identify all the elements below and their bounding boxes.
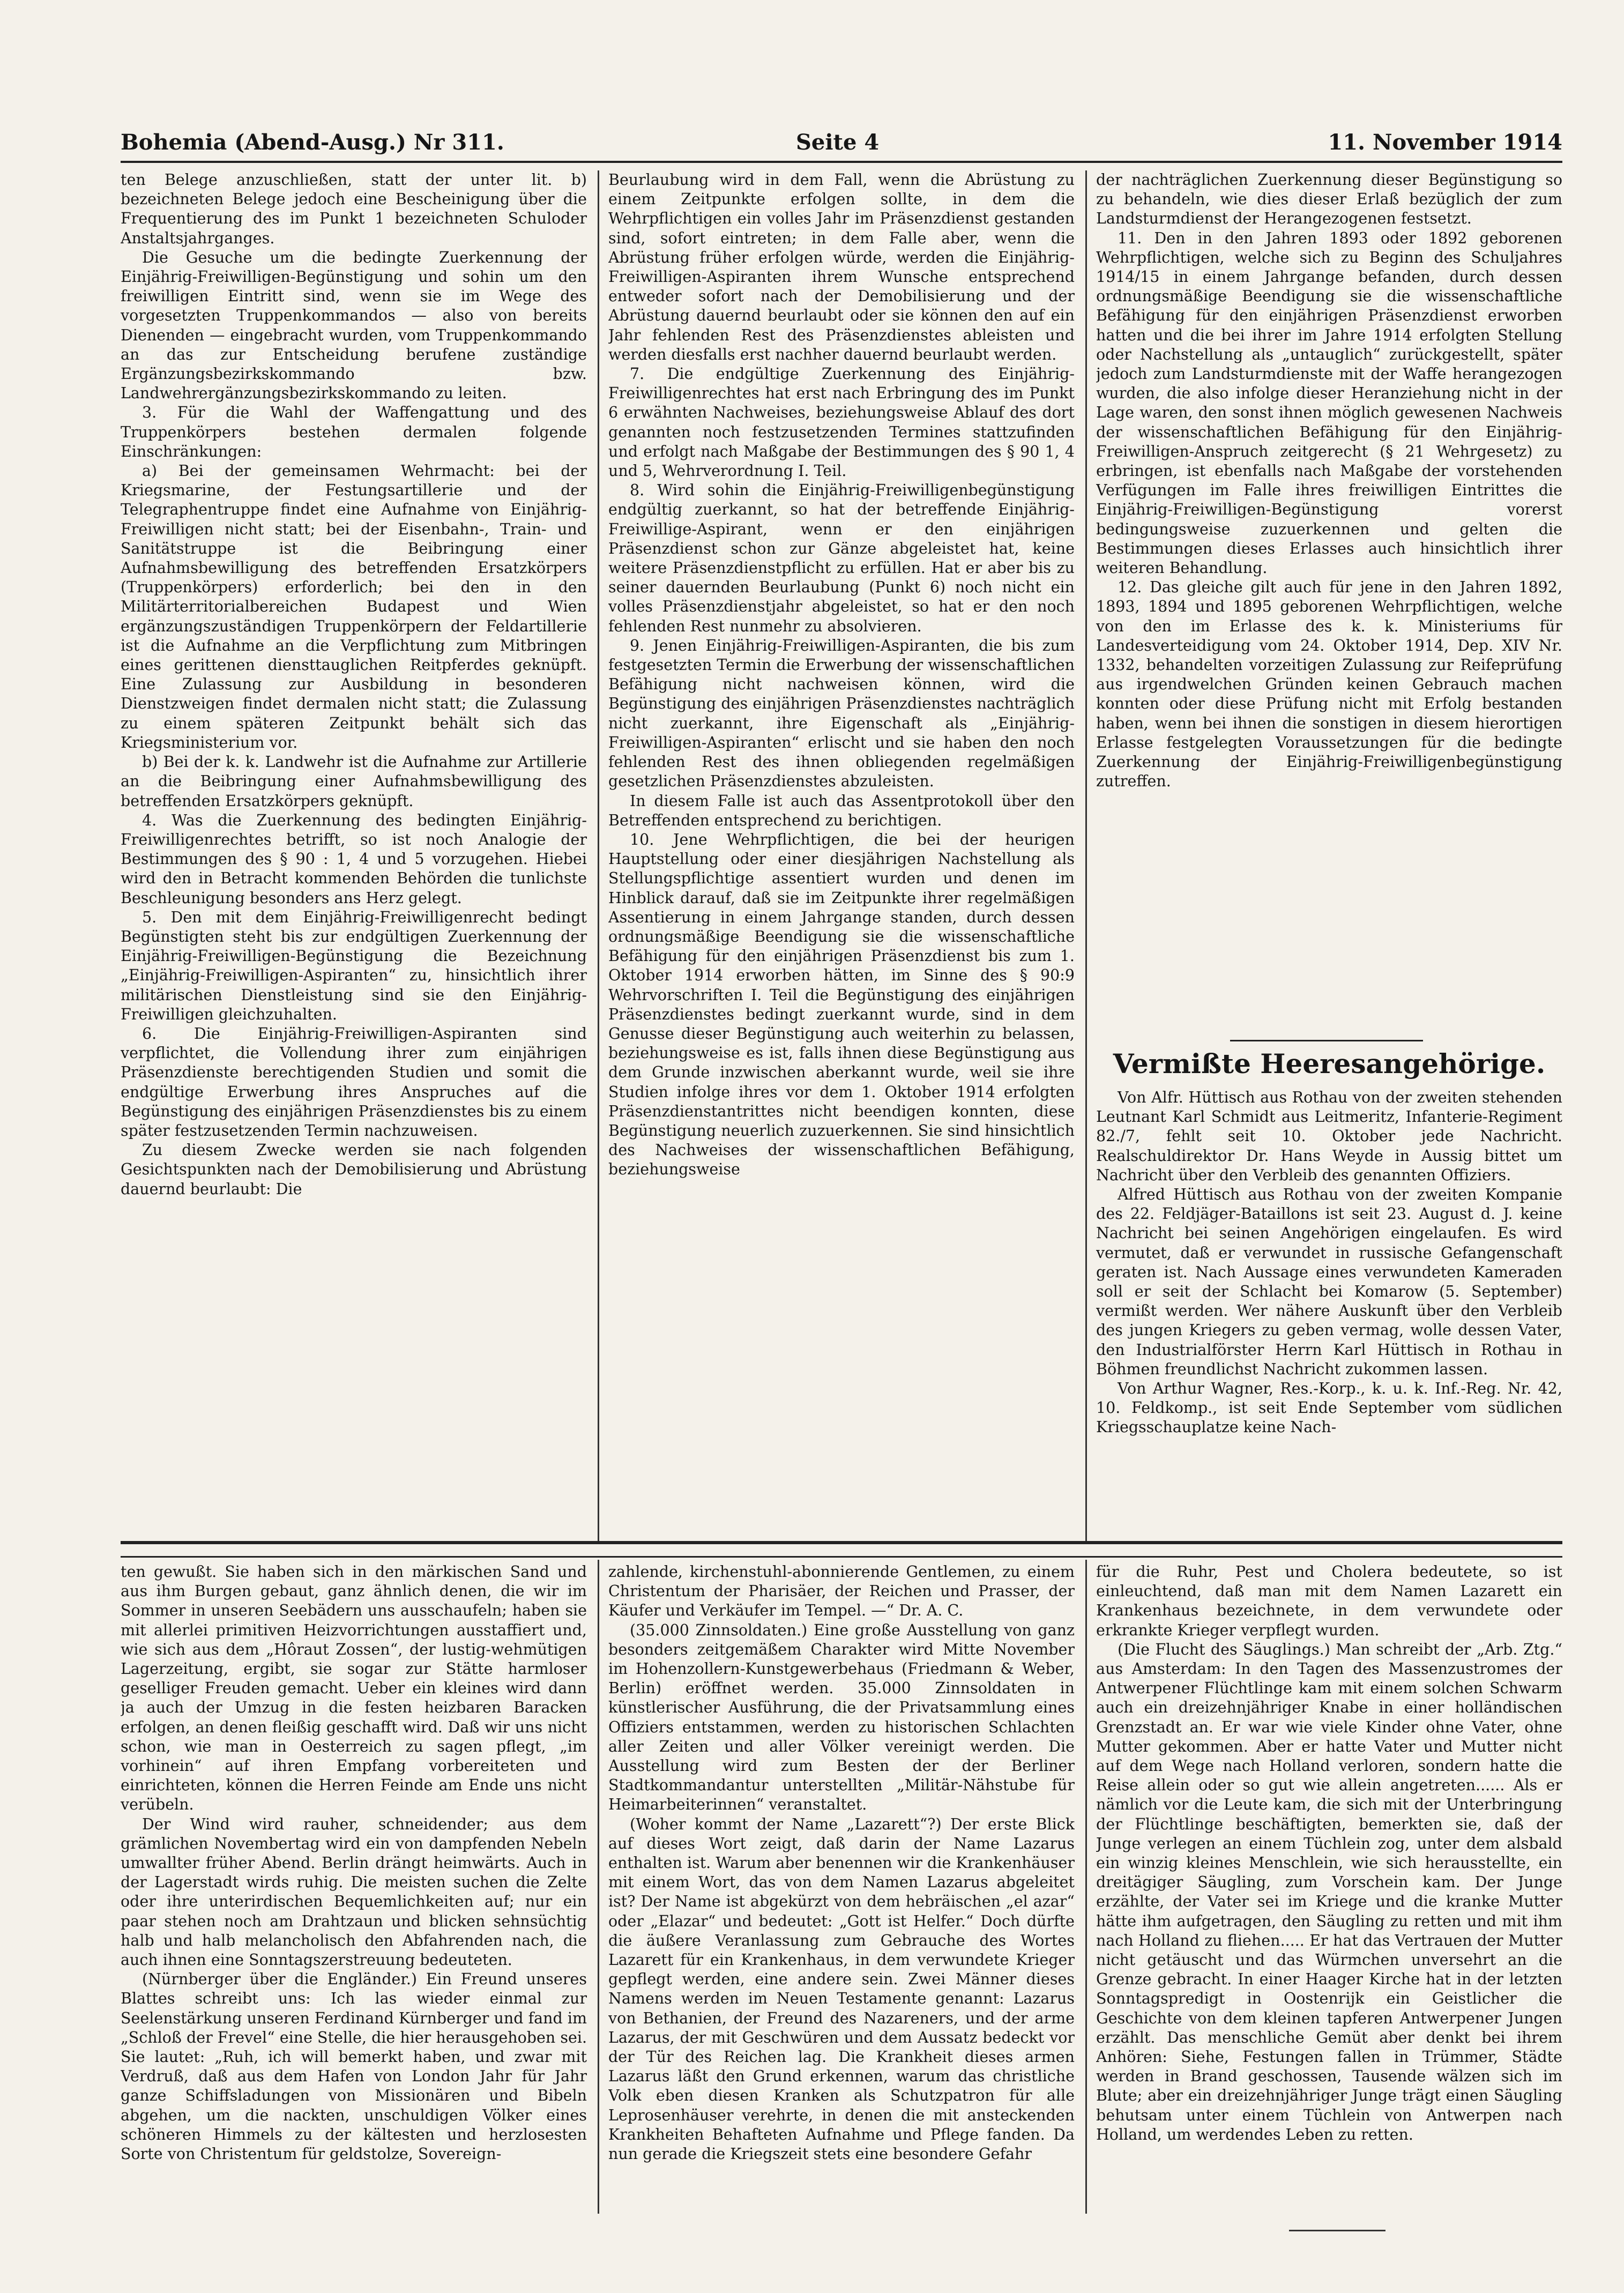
section-rule bbox=[1230, 1040, 1423, 1041]
section-heading: Vermißte Heeresangehörige. bbox=[1113, 1048, 1546, 1080]
paragraph: Zu diesem Zwecke werden sie nach folgenden Gesichtspunkten nach der Demobilisierung und Abrüstung dauernd beurlaubt: Die bbox=[121, 1141, 587, 1198]
feuilleton-separator bbox=[121, 1541, 1562, 1558]
paragraph: b) Bei der k. k. Landwehr ist die Aufnahme zur Artillerie an die Beibringung einer Aufnahmsbewilligung des betreffenden Ersatzkörpers geknüpft. bbox=[121, 753, 587, 810]
paragraph: 7. Die endgültige Zuerkennung des Einjährig-Freiwilligenrechtes hat erst nach Erbringung des im Punkt 6 erwähnten Nachweises, beziehungsweise Ablauf des dort genannten noch festzusetzenden Termines stattzufinden und erfolgt nach Maßgabe der Bestimmungen des § 90 1, 4 und 5, Wehrverordnung I. Teil. bbox=[608, 365, 1075, 480]
paragraph: (Woher kommt der Name „Lazarett“?) Der erste Blick auf dieses Wort zeigt, daß darin der Name Lazarus enthalten ist. Warum aber benennen wir die Krankenhäuser mit einem Wort, das von dem Namen Lazarus abgeleitet ist? Der Name ist abgekürzt von dem hebräischen „el azar“ oder „Elazar“ und bedeutet: „Gott ist Helfer.“ Doch dürfte die äußere Veranlassung zum Gebrauche des Wortes Lazarett für ein Krankenhaus, in dem verwundete Krieger gepflegt werden, eine andere sein. Zwei Männer dieses Namens werden im Neuen Testamente genannt: Lazarus von Bethanien, der Freund des Nazareners, und der arme Lazarus, der mit Geschwüren und dem Aussatz bedeckt vor der Tür des Reichen lag. Die Krankheit dieses armen Lazarus läßt den Grund erkennen, warum das christliche Volk eben diesen Kranken als Schutzpatron für alle Leprosenhäuser verehrte, in denen die mit ansteckenden Krankheiten Behafteten Aufnahme und Pflege fanden. Da nun gerade die Kriegszeit stets eine besondere Gefahr bbox=[608, 1815, 1075, 2163]
paragraph: ten gewußt. Sie haben sich in den märkischen Sand und aus ihm Burgen gebaut, ganz ähnlich denen, die wir im Sommer in unseren Seebädern uns ausschaufeln; haben sie mit allerlei primitiven Heizvorrichtungen ausstaffiert und, wie sich aus dem „Hôraut Zossen“, der lustig-wehmütigen Lagerzeitung, ergibt, sie sogar zur Stätte harmloser geselliger Freuden gemacht. Ueber ein kleines wird dann ja auch der Umzug in die festen heizbaren Baracken erfolgen, an denen fleißig geschafft wird. Daß wir uns nicht schon, wie man in Oesterreich zu sagen pflegt, „im vorhinein“ auf ihren Empfang vorbereiteten und einrichteten, können die Herren Feinde am Ende uns nicht verübeln. bbox=[121, 1563, 587, 1814]
paragraph: 10. Jene Wehrpflichtigen, die bei der heurigen Hauptstellung oder einer diesjährigen Nachstellung als Stellungspflichtige assentiert wurden und denen im Hinblick darauf, daß sie im Zeitpunkte ihrer regelmäßigen Assentierung in einem Jahrgange standen, durch dessen ordnungsmäßige Beendigung sie die wissenschaftliche Befähigung für den einjährigen Präsenzdienst bis zum 1. Oktober 1914 erworben hätten, im Sinne des § 90:9 Wehrvorschriften I. Teil die Begünstigung des einjährigen Präsenzdienstes bedingt zuerkannt wurde, sind in dem Genusse dieser Begünstigung auch weiterhin zu belassen, beziehungsweise es ist, falls ihnen diese Begünstigung aus dem Grunde inzwischen aberkannt wurde, weil sie ihre Studien infolge ihres vor dem 1. Oktober 1914 erfolgten Präsenzdienstantrittes nicht beendigen konnten, diese Begünstigung neuerlich zuzuerkennen. Sie sind hinsichtlich des Nachweises der wissenschaftlichen Befähigung, beziehungsweise bbox=[608, 830, 1075, 1179]
paragraph: Die Gesuche um die bedingte Zuerkennung der Einjährig-Freiwilligen-Begünstigung und sohin um den freiwilligen Eintritt sind, wenn sie im Wege des vorgesetzten Truppenkommandos — also von bereits Dienenden — eingebracht wurden, vom Truppenkommando an das zur Entscheidung berufene zuständige Ergänzungsbezirkskommando bzw. Landwehrergänzungsbezirkskommando zu leiten. bbox=[121, 248, 587, 403]
paragraph: Von Arthur Wagner, Res.-Korp., k. u. k. Inf.-Reg. Nr. 42, 10. Feldkomp., ist seit Ende September vom südlichen Kriegsschauplatze keine Nach- bbox=[1096, 1380, 1562, 1436]
newspaper-sheet bbox=[121, 123, 1562, 2214]
column-divider bbox=[598, 1560, 599, 2214]
paragraph: (Die Flucht des Säuglings.) Man schreibt der „Arb. Ztg.“ aus Amsterdam: In den Tagen des Massenzustromes der Antwerpener Flüchtlinge kam mit einem solchen Schwarm auch ein dreizehnjähriger Knabe in einer holländischen Grenzstadt an. Er war wie viele Kinder ohne Vater, ohne Mutter gekommen. Aber er hatte Vater und Mutter nicht auf dem Wege nach Holland verloren, sondern hatte die Reise allein oder so gut wie allein angetreten...... Als er nämlich vor die Leute kam, die sich mit der Unterbringung der Flüchtlinge beschäftigten, bemerkten sie, daß der Junge verlegen an einem Tüchlein zog, unter dem alsbald ein winzig kleines Menschlein, wie sich herausstellte, ein dreitägiger Säugling, zum Vorschein kam. Der Junge erzählte, der Vater sei im Kriege und die kranke Mutter hätte ihm aufgetragen, den Säugling zu retten und mit ihm nach Holland zu fliehen..... Er hat das Vertrauen der Mutter nicht getäuscht und das Würmchen unversehrt an die Grenze gebracht. In einer Haager Kirche hat in der letzten Sonntagspredigt in Oostenrijk ein Geistlicher die Geschichte von dem kleinen tapferen Antwerpener Jungen erzählt. Das menschliche Gemüt aber denkt bei ihrem Anhören: Siehe, Festungen fallen in Trümmer, Städte werden in Brand geschossen, Tausende wälzen sich im Blute; aber ein dreizehnjähriger Junge trägt einen Säugling behutsam unter einem Tüchlein von Antwerpen nach Holland, um werdendes Leben zu retten. bbox=[1096, 1640, 1562, 2143]
paragraph: In diesem Falle ist auch das Assentprotokoll über den Betreffenden entsprechend zu berichtigen. bbox=[608, 792, 1075, 829]
end-rule bbox=[1289, 2230, 1385, 2231]
paragraph: Von Alfr. Hüttisch aus Rothau von der zweiten stehenden Leutnant Karl Schmidt aus Leitmeritz, Infanterie-Regiment 82./7, fehlt seit 10. Oktober jede Nachricht. Realschuldirektor Dr. Hans Weyde in Aussig bittet um Nachricht über den Verbleib des genannten Offiziers. bbox=[1096, 1089, 1562, 1184]
page-number: Seite 4 bbox=[796, 130, 880, 155]
paragraph: 11. Den in den Jahren 1893 oder 1892 geborenen Wehrpflichtigen, welche sich zu Beginn des Schuljahres 1914/15 in einem Jahrgange befanden, durch dessen ordnungsmäßige Beendigung sie die wissenschaftliche Befähigung für den einjährigen Präsenzdienst erworben hatten und die bei ihrer im Jahre 1914 erfolgten Stellung oder Nachstellung als „untauglich“ zurückgestellt, später jedoch zum Landsturmdienste mit der Waffe herangezogen wurden, die also infolge dieser Heranziehung nicht in der Lage waren, den sonst ihnen möglich gewesenen Nachweis der wissenschaftlichen Befähigung für den Einjährig-Freiwilligen-Anspruch zeitgerecht (§ 21 Wehrgesetz) zu erbringen, ist ebenfalls nach Maßgabe der vorstehenden Verfügungen im Falle ihres freiwilligen Eintrittes die Einjährig-Freiwilligen-Begünstigung vorerst bedingungsweise zuzuerkennen und gelten die Bestimmungen dieses Erlasses auch hinsichtlich ihrer weiteren Behandlung. bbox=[1096, 229, 1562, 577]
paragraph: a) Bei der gemeinsamen Wehrmacht: bei der Kriegsmarine, der Festungsartillerie und der Telegraphentruppe findet eine Aufnahme von Einjährig-Freiwilligen nicht statt; bei der Eisenbahn-, Train- und Sanitätstruppe ist die Beibringung einer Aufnahmsbewilligung des betreffenden Ersatzkörpers (Truppenkörpers) erforderlich; bei den in den Militärterritorialbereichen Budapest und Wien ergänzungszuständigen Truppenkörpern der Feldartillerie ist die Aufnahme an die Verpflichtung zum Mitbringen eines gerittenen diensttauglichen Reitpferdes geknüpft. Eine Zulassung zur Ausbildung in besonderen Dienstzweigen findet dermalen nicht statt; die Zulassung zu einem späteren Zeitpunkt behält sich das Kriegsministerium vor. bbox=[121, 462, 587, 751]
column-divider bbox=[1085, 1560, 1087, 2214]
page-header bbox=[121, 123, 1562, 163]
feuilleton-column-2 bbox=[608, 1562, 1075, 2214]
paragraph: 4. Was die Zuerkennung des bedingten Einjährig-Freiwilligenrechtes betrifft, so ist noch Analogie der Bestimmungen des § 90 : 1, 4 und 5 vorzugehen. Hiebei wird den in Betracht kommenden Behörden die tunlichste Beschleunigung besonders ans Herz gelegt. bbox=[121, 811, 587, 907]
missing-soldiers-column bbox=[1096, 1088, 1562, 1533]
paragraph: 6. Die Einjährig-Freiwilligen-Aspiranten sind verpflichtet, die Vollendung ihrer zum einjährigen Präsenzdienste berechtigenden Studien und somit die endgültige Erwerbung ihres Anspruches auf die Begünstigung des einjährigen Präsenzdienstes bis zu einem später festzusetzenden Termin nachzuweisen. bbox=[121, 1024, 587, 1140]
paragraph: für die Ruhr, Pest und Cholera bedeutete, so ist einleuchtend, daß man mit dem Namen Lazarett ein Krankenhaus bezeichnete, in dem verwundete oder erkrankte Krieger verpflegt wurden. bbox=[1096, 1563, 1562, 1639]
article-column-2 bbox=[608, 170, 1075, 1532]
paragraph: 12. Das gleiche gilt auch für jene in den Jahren 1892, 1893, 1894 und 1895 geborenen Wehrpflichtigen, welche von den im Erlasse des k. k. Ministeriums für Landesverteidigung vom 24. Oktober 1914, Dep. XIV Nr. 1332, behandelten vorzeitigen Zulassung zur Reifeprüfung aus irgendwelchen Gründen keinen Gebrauch machen konnten oder diese Prüfung nicht mit Erfolg bestanden haben, wenn bei ihnen die sonstigen in diesem hierortigen Erlasse festgelegten Voraussetzungen für die bedingte Zuerkennung der Einjährig-Freiwilligenbegünstigung zutreffen. bbox=[1096, 578, 1562, 791]
paragraph: (35.000 Zinnsoldaten.) Eine große Ausstellung von ganz besonders zeitgemäßem Charakter wird Mitte November im Hohenzollern-Kunstgewerbehaus (Friedmann & Weber, Berlin) eröffnet werden. 35.000 Zinnsoldaten in künstlerischer Ausführung, die der Privatsammlung eines Offiziers entstammen, werden zu historischen Schlachten aller Zeiten und aller Völker vereinigt werden. Die Ausstellung wird zum Besten der der Berliner Stadtkommandantur unterstellten „Militär-Nähstube für Heimarbeiterinnen“ veranstaltet. bbox=[608, 1621, 1075, 1814]
paragraph: Der Wind wird rauher, schneidender; aus dem grämlichen Novembertag wird ein von dampfenden Nebeln umwallter früher Abend. Berlin drängt heimwärts. Auch in der Lagerstadt wirds ruhig. Die meisten suchen die Zelte oder ihre unterirdischen Bequemlichkeiten auf; nur ein paar stehen noch am Drahtzaun und blicken sehnsüchtig halb und halb melancholisch den Abfahrenden nach, die auch ihnen eine Sonntagszerstreuung bedeuteten. bbox=[121, 1815, 587, 1969]
feuilleton-column-3 bbox=[1096, 1562, 1562, 2214]
paragraph: zahlende, kirchenstuhl-abonnierende Gentlemen, zu einem Christentum der Pharisäer, der Reichen und Prasser, der Käufer und Verkäufer im Tempel. —“ Dr. A. C. bbox=[608, 1563, 1075, 1620]
issue-date: 11. November 1914 bbox=[1328, 130, 1562, 155]
paragraph: ten Belege anzuschließen, statt der unter lit. b) bezeichneten Belege jedoch eine Bescheinigung über die Frequentierung des im Punkt 1 bezeichneten Schuloder Anstaltsjahrganges. bbox=[121, 171, 587, 247]
paragraph: (Nürnberger über die Engländer.) Ein Freund unseres Blattes schreibt uns: Ich las wieder einmal zur Seelenstärkung unseren Ferdinand Kürnberger und fand im „Schloß der Frevel“ eine Stelle, die hier herausgehoben sei. Sie lautet: „Ruh, ich will bemerkt haben, und zwar mit Verdruß, daß aus dem Hafen von London Jahr für Jahr ganze Schiffsladungen von Missionären und Bibeln abgehen, um die nackten, unschuldigen Völker eines schöneren Himmels zu der kältesten und herzlosesten Sorte von Christentum für geldstolze, Sovereign- bbox=[121, 1970, 587, 2163]
paragraph: der nachträglichen Zuerkennung dieser Begünstigung so zu behandeln, wie dies dieser Erlaß bezüglich der zum Landsturmdienst der Herangezogenen festsetzt. bbox=[1096, 171, 1562, 228]
feuilleton-column-1 bbox=[121, 1562, 587, 2214]
paragraph: Alfred Hüttisch aus Rothau von der zweiten Kompanie des 22. Feldjäger-Bataillons ist seit 23. August d. J. keine Nachricht bei seinen Angehörigen eingelaufen. Es wird vermutet, daß er verwundet in russische Gefangenschaft geraten ist. Nach Aussage eines verwundeten Kameraden soll er seit der Schlacht bei Komarow (5. September) vermißt werden. Wer nähere Auskunft über den Verbleib des jungen Kriegers zu geben vermag, wolle dessen Vater, den Industrialförster Herrn Karl Hüttisch in Rothau in Böhmen freundlichst Nachricht zukommen lassen. bbox=[1096, 1186, 1562, 1378]
masthead-edition: Bohemia (Abend-Ausg.) Nr 311. bbox=[121, 130, 504, 155]
paragraph: Beurlaubung wird in dem Fall, wenn die Abrüstung zu einem Zeitpunkte erfolgen sollte, in dem die Wehrpflichtigen ein volles Jahr im Präsenzdienst gestanden sind, sofort eintreten; in dem Falle aber, wenn die Abrüstung früher erfolgen würde, werden die Einjährig-Freiwilligen-Aspiranten ihrem Wunsche entsprechend entweder sofort nach der Demobilisierung und der Abrüstung dauernd beurlaubt oder sie können den auf ein Jahr fehlenden Rest des Präsenzdienstes ableisten und werden diesfalls erst nachher dauernd beurlaubt werden. bbox=[608, 171, 1075, 363]
column-divider bbox=[598, 170, 599, 1543]
column-divider bbox=[1085, 170, 1087, 1543]
paragraph: 8. Wird sohin die Einjährig-Freiwilligenbegünstigung endgültig zuerkannt, so hat der betreffende Einjährig-Freiwillige-Aspirant, wenn er den einjährigen Präsenzdienst schon zur Gänze abgeleistet hat, keine weitere Präsenzdienstpflicht zu erfüllen. Hat er aber bis zu seiner dauernden Beurlaubung (Punkt 6) noch nicht ein volles Präsenzdienstjahr abgeleistet, so hat er den noch fehlenden Rest nunmehr zu absolvieren. bbox=[608, 481, 1075, 635]
article-column-1 bbox=[121, 170, 587, 1532]
paragraph: 5. Den mit dem Einjährig-Freiwilligenrecht bedingt Begünstigten steht bis zur endgültigen Zuerkennung der Einjährig-Freiwilligen-Begünstigung die Bezeichnung „Einjährig-Freiwilligen-Aspiranten“ zu, hinsichtlich ihrer militärischen Dienstleistung sind sie den Einjährig-Freiwilligen gleichzuhalten. bbox=[121, 908, 587, 1023]
article-column-3 bbox=[1096, 170, 1562, 1039]
paragraph: 3. Für die Wahl der Waffengattung und des Truppenkörpers bestehen dermalen folgende Einschränkungen: bbox=[121, 404, 587, 460]
paragraph: 9. Jenen Einjährig-Freiwilligen-Aspiranten, die bis zum festgesetzten Termin die Erwerbung der wissenschaftlichen Befähigung nicht nachweisen können, wird die Begünstigung des einjährigen Präsenzdienstes nachträglich nicht zuerkannt, ihre Eigenschaft als „Einjährig-Freiwilligen-Aspiranten“ erlischt und sie haben den noch fehlenden Rest des ihnen obliegenden regelmäßigen gesetzlichen Präsenzdienstes abzuleisten. bbox=[608, 636, 1075, 791]
